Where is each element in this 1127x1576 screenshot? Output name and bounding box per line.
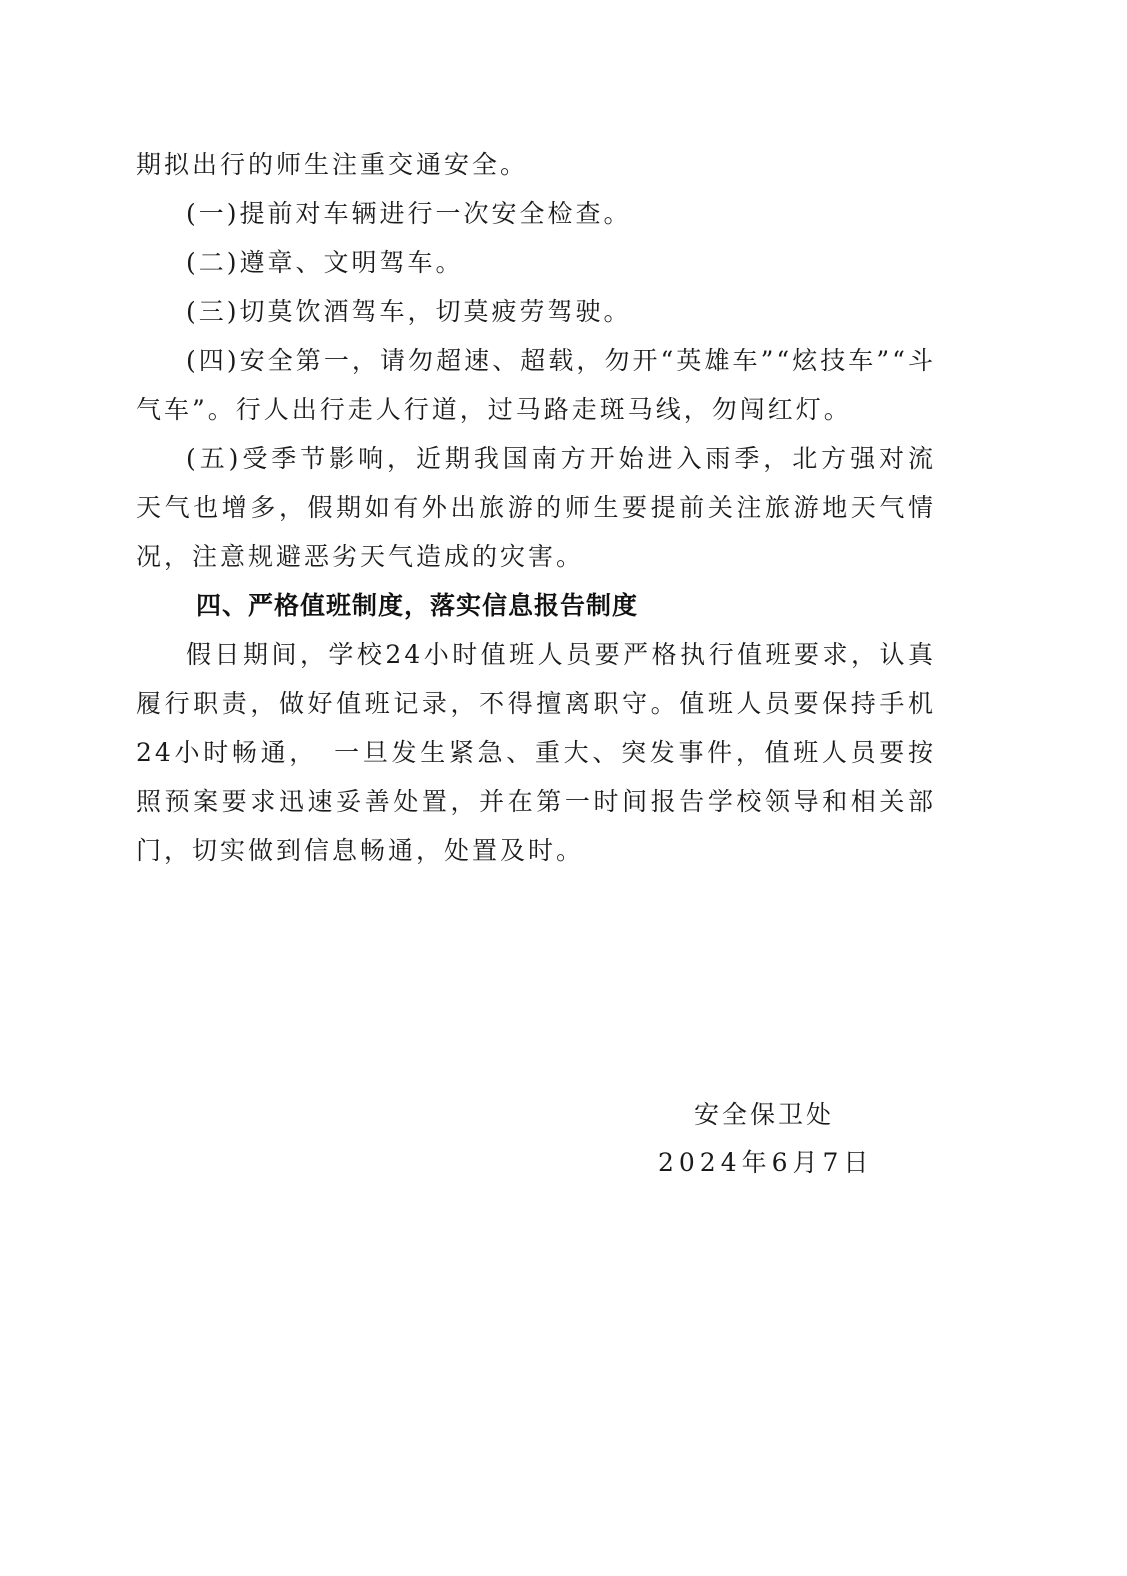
paragraph-item-2: (二)遵章、文明驾车。: [186, 248, 464, 277]
paragraph-item-1: (一)提前对车辆进行一次安全检查。: [186, 199, 632, 228]
document-body: [136, 140, 936, 875]
section-body-paragraph: 假日期间，学校24小时值班人员要严格执行值班要求，认真履行职责，做好值班记录，不得擅离职守。值班人员要保持手机24小时畅通， 一旦发生紧急、重大、突发事件，值班人员要按照预案要求迅速妥善处置，并在第一时间报告学校领导和相关部门，切实做到信息畅通，处置及时。: [136, 640, 936, 865]
section-heading: 四、严格值班制度，落实信息报告制度: [196, 591, 639, 620]
paragraph-item-4: (四)安全第一，请勿超速、超载，勿开“英雄车”“炫技车”“斗气车”。行人出行走人行道，过马路走斑马线，勿闯红灯。: [136, 346, 936, 424]
paragraph-item-5: (五)受季节影响，近期我国南方开始进入雨季，北方强对流天气也增多，假期如有外出旅游的师生要提前关注旅游地天气情况，注意规避恶劣天气造成的灾害。: [136, 444, 936, 571]
paragraph-item-3: (三)切莫饮酒驾车，切莫疲劳驾驶。: [186, 297, 632, 326]
paragraph-continuation: 期拟出行的师生注重交通安全。: [136, 150, 529, 179]
signature-organization: 安全保卫处: [694, 1100, 835, 1129]
signature-date: 2024年6月7日: [658, 1148, 874, 1177]
